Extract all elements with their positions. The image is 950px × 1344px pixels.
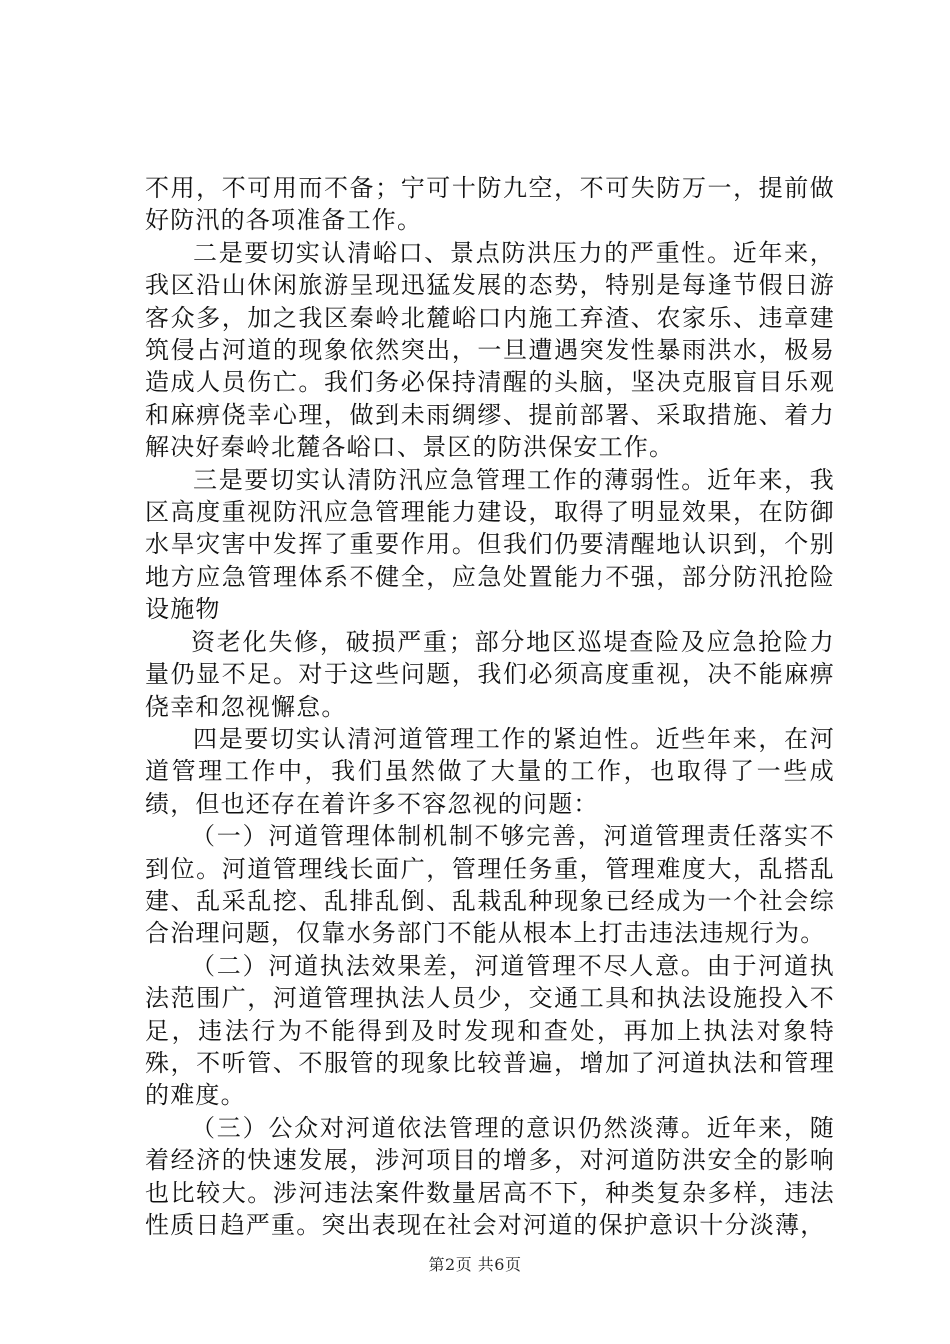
paragraph-point-three: 三是要切实认清防汛应急管理工作的薄弱性。近年来，我区高度重视防汛应急管理能力建设，取得了明显效果，在防御水旱灾害中发挥了重要作用。但我们仍要清醒地认识到，个别地方应急管理体系不健全，应急处置能力不强，部分防汛抢险设施物 [145,465,835,624]
page-number-footer: 第2页 共6页 [428,1255,522,1274]
paragraph-point-two: 二是要切实认清峪口、景点防洪压力的严重性。近年来，我区沿山休闲旅游呈现迅猛发展的态势，特别是每逢节假日游客众多，加之我区秦岭北麓峪口内施工弃渣、农家乐、违章建筑侵占河道的现象依然突出，一旦遭遇突发性暴雨洪水，极易造成人员伤亡。我们务必保持清醒的头脑，坚决克服盲目乐观和麻痹侥幸心理，做到未雨绸缪、提前部署、采取措施、着力解决好秦岭北麓各峪口、景区的防洪保安工作。 [145,238,835,462]
paragraph-point-four: 四是要切实认清河道管理工作的紧迫性。近些年来，在河道管理工作中，我们虽然做了大量的工作，也取得了一些成绩，但也还存在着许多不容忽视的问题： [145,724,835,818]
paragraph-subitem-three: （三）公众对河道依法管理的意识仍然淡薄。近年来，随着经济的快速发展，涉河项目的增多，对河道防洪安全的影响也比较大。涉河违法案件数量居高不下，种类复杂多样，违法性质日趋严重。突出表现在社会对河道的保护意识十分淡薄， [145,1113,835,1239]
paragraph-subitem-two: （二）河道执法效果差，河道管理不尽人意。由于河道执法范围广，河道管理执法人员少，交通工具和执法设施投入不足，违法行为不能得到及时发现和查处，再加上执法对象特殊，不听管、不服管的现象比较普遍，增加了河道执法和管理的难度。 [145,951,835,1110]
document-body [145,172,835,1241]
paragraph-continued: 不用，不可用而不备；宁可十防九空，不可失防万一，提前做好防汛的各项准备工作。 [145,174,835,235]
paragraph-point-three-continued: 资老化失修，破损严重；部分地区巡堤查险及应急抢险力量仍显不足。对于这些问题，我们必须高度重视，决不能麻痹侥幸和忽视懈怠。 [145,627,835,721]
paragraph-subitem-one: （一）河道管理体制机制不够完善，河道管理责任落实不到位。河道管理线长面广，管理任务重，管理难度大，乱搭乱建、乱采乱挖、乱排乱倒、乱栽乱种现象已经成为一个社会综合治理问题，仅靠水务部门不能从根本上打击违法违规行为。 [145,822,835,948]
